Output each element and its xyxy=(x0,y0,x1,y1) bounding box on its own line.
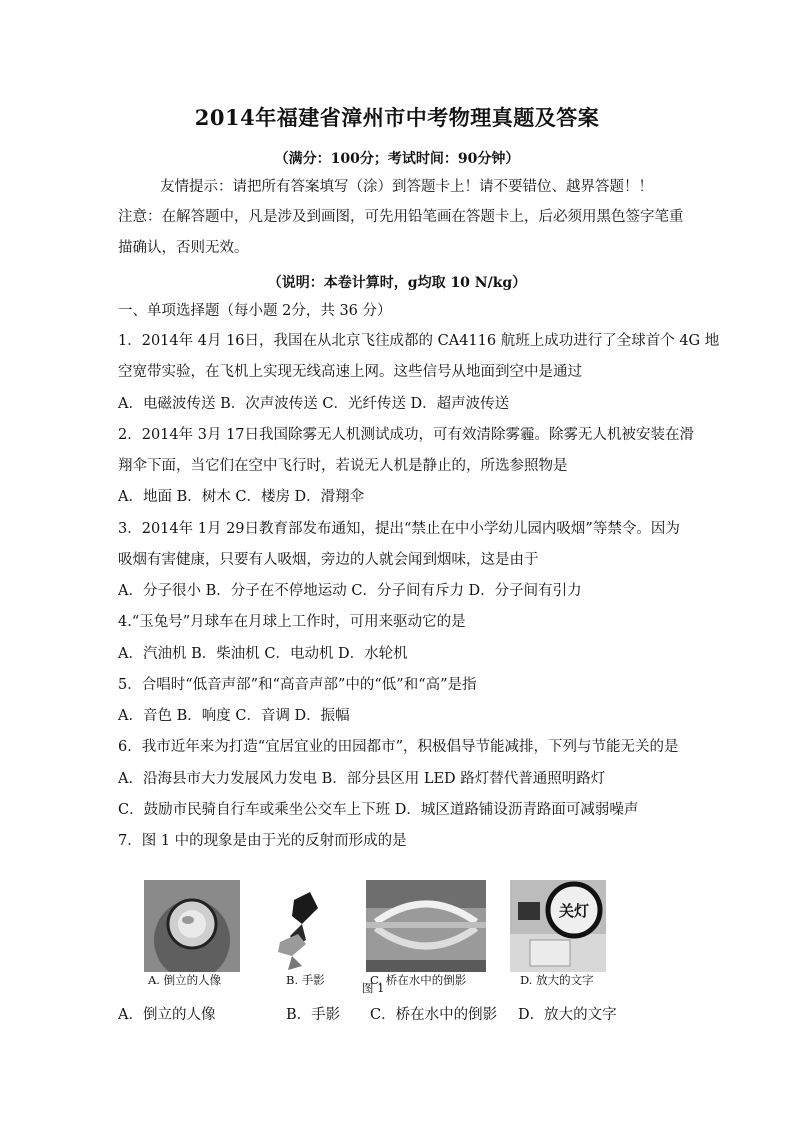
photo-bridge-reflection xyxy=(366,880,486,972)
score-info: （满分：100分；考试时间：90分钟） xyxy=(274,151,520,167)
answer-option-c: C．桥在水中的倒影 xyxy=(370,1007,498,1023)
calc-explain: （说明：本卷计算时，g均取 10 N/kg） xyxy=(267,275,527,291)
question-5-line-1: 5．合唱时“低音声部”和“高音声部”中的“低”和“高”是指 xyxy=(118,677,477,693)
question-1-options: A．电磁波传送 B．次声波传送 C．光纤传送 D．超声波传送 xyxy=(118,396,510,412)
question-6-line-1: 6．我市近年来为打造“宜居宜业的田园都市”，积极倡导节能减排，下列与节能无关的是 xyxy=(118,739,679,755)
question-4-line-1: 4.“玉兔号”月球车在月球上工作时，可用来驱动它的是 xyxy=(118,614,466,630)
question-1-line-2: 空宽带实验，在飞机上实现无线高速上网。这些信号从地面到空中是通过 xyxy=(118,364,582,380)
caption-c: C. 桥在水中的倒影 xyxy=(370,973,467,987)
caption-d: D. 放大的文字 xyxy=(520,973,594,987)
answer-option-b: B．手影 xyxy=(286,1007,341,1023)
question-6-options-1: A．沿海县市大力发展风力发电 B．部分县区用 LED 路灯替代普通照明路灯 xyxy=(118,771,606,787)
question-1-line-1: 1．2014年 4月 16日，我国在从北京飞往成都的 CA4116 航班上成功进行了全球首个 4G 地 xyxy=(118,333,720,349)
caption-b: B. 手影 xyxy=(286,973,325,987)
question-3-options: A．分子很小 B．分子在不停地运动 C．分子间有斥力 D．分子间有引力 xyxy=(118,583,582,599)
caption-a: A. 倒立的人像 xyxy=(148,973,222,987)
note-line-2: 描确认，否则无效。 xyxy=(118,240,249,256)
answer-option-d: D．放大的文字 xyxy=(518,1007,617,1023)
photo-hand-shadow xyxy=(266,880,362,972)
question-2-line-1: 2．2014年 3月 17日我国除雾无人机测试成功，可有效清除雾霾。除雾无人机被安装在滑 xyxy=(118,427,695,443)
section-heading: 一、单项选择题（每小题 2分，共 36 分） xyxy=(118,303,392,319)
photo-inverted-image xyxy=(144,880,240,972)
question-5-options: A．音色 B．响度 C．音调 D．振幅 xyxy=(118,708,350,724)
answer-option-a: A．倒立的人像 xyxy=(118,1007,216,1023)
figure-1 xyxy=(138,872,608,997)
figure-label: 图 1 xyxy=(362,981,385,995)
photo-magnified-text xyxy=(510,880,606,972)
question-4-options: A．汽油机 B．柴油机 C．电动机 D．水轮机 xyxy=(118,646,408,662)
question-3-line-2: 吸烟有害健康，只要有人吸烟，旁边的人就会闻到烟味，这是由于 xyxy=(118,552,539,568)
question-2-line-2: 翔伞下面，当它们在空中飞行时，若说无人机是静止的，所选参照物是 xyxy=(118,458,568,474)
note-line-1: 注意：在解答题中，凡是涉及到画图，可先用铅笔画在答题卡上，后必须用黑色签字笔重 xyxy=(118,209,684,225)
question-3-line-1: 3．2014年 1月 29日教育部发布通知，提出“禁止在中小学幼儿园内吸烟”等禁令。因为 xyxy=(118,521,680,537)
page-title: 2014年福建省漳州市中考物理真题及答案 xyxy=(194,105,600,130)
question-7-line-1: 7．图 1 中的现象是由于光的反射而形成的是 xyxy=(118,833,407,849)
friendly-tip: 友情提示：请把所有答案填写（涂）到答题卡上！请不要错位、越界答题！！ xyxy=(160,179,653,195)
question-2-options: A．地面 B．树木 C．楼房 D．滑翔伞 xyxy=(118,489,365,505)
sign-text: 关灯 xyxy=(558,902,590,920)
question-6-options-2: C．鼓励市民骑自行车或乘坐公交车上下班 D．城区道路铺设沥青路面可减弱噪声 xyxy=(118,802,639,818)
